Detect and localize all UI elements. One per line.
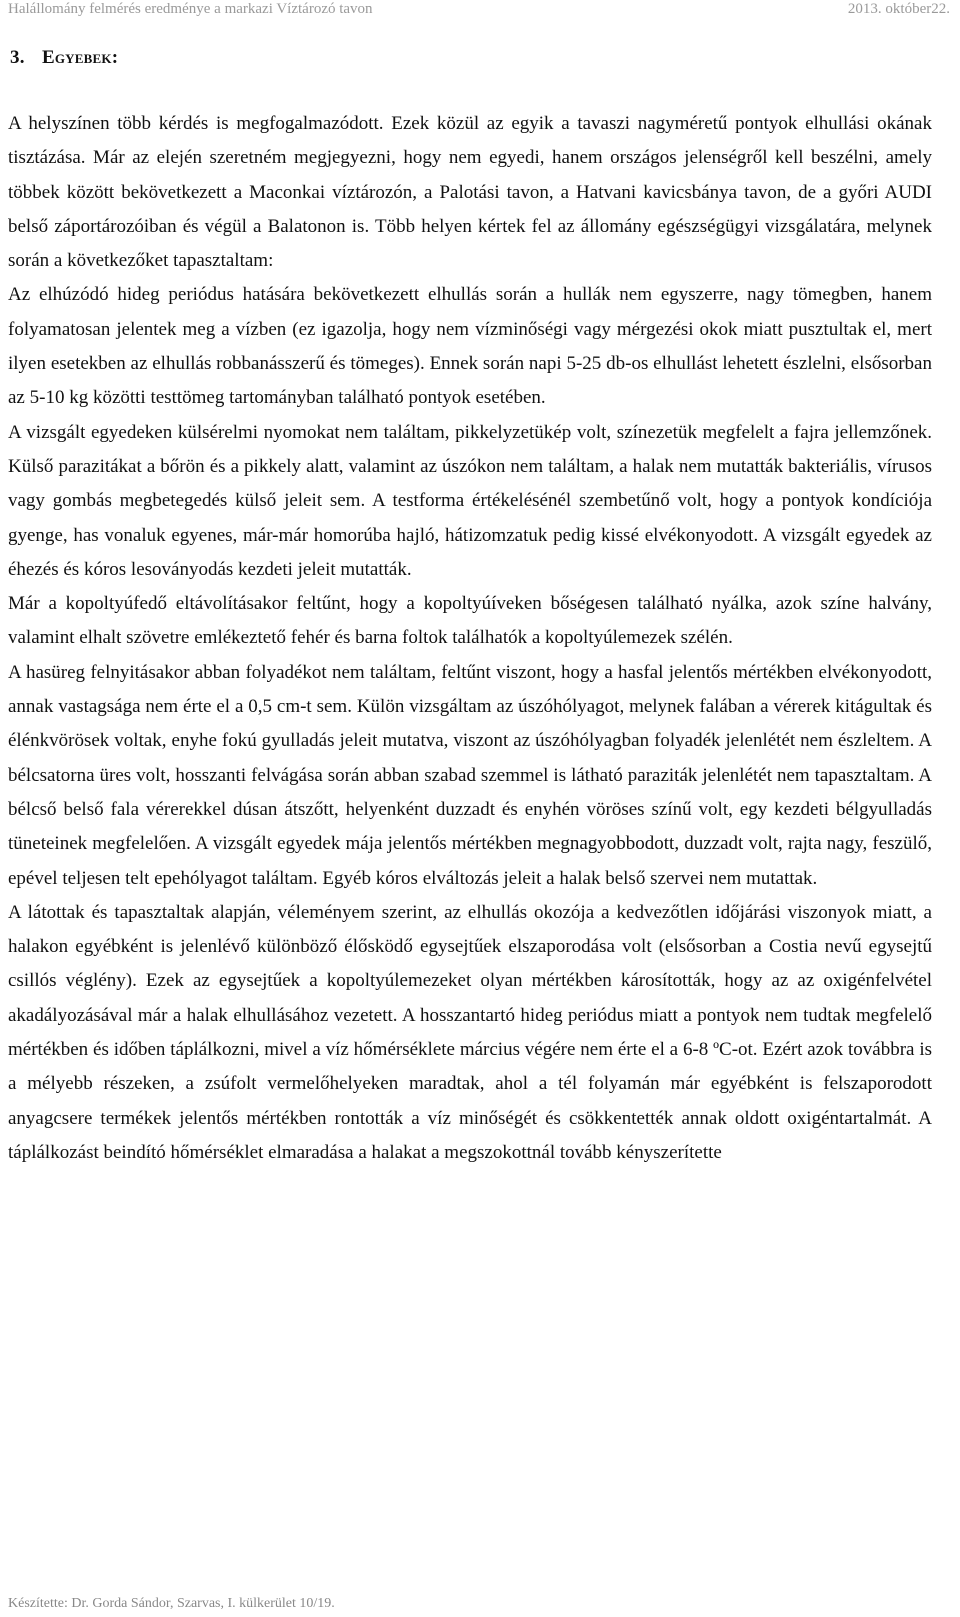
- paragraph: Az elhúzódó hideg periódus hatására bekövetkezett elhullás során a hullák nem egyszerre, nagy tömegben, hanem folyamatosan jelentek meg a vízben (ez igazolja, hogy nem vízminőségi vagy mérgezési okok miatt pusztultak el, mert ilyen esetekben az elhullás robbanásszerű és tömeges). Ennek során napi 5-25 db-os elhullást lehetett észlelni, elsősorban az 5-10 kg közötti testtömeg tartományban található pontyok esetében.: [8, 284, 932, 409]
- paragraph: A látottak és tapasztaltak alapján, véleményem szerint, az elhullás okozója a kedvezőtlen időjárási viszonyok miatt, a halakon egyébként is jelenlévő különböző élősködő egysejtűek elszaporodása volt (elsősorban a Costia nevű egysejtű csillós véglény). Ezek az egysejtűek a kopoltyúlemezeket olyan mértékben károsították, hogy az az oxigénfelvétel akadályozásával már a halak elhullásához vezetett. A hosszantartó hideg periódus miatt a pontyok nem tudtak megfelelő mértékben és időben táplálkozni, mivel a víz hőmérséklete március végére nem érte el a 6-8 ºC-ot. Ezért azok továbbra is a mélyebb részeken, a zsúfolt vermelőhelyeken maradtak, ahol a tél folyamán már egyébként is felszaporodott anyagcsere termékek jelentős mértékben rontották a víz minőségét és csökkentették annak oldott oxigéntartalmát. A táplálkozást beindító hőmérséklet elmaradása a halakat a megszokottnál tovább kényszerítette: [8, 901, 932, 1163]
- section-title: Egyebek:: [42, 47, 119, 68]
- document-body: [8, 107, 932, 1170]
- header-title: Halállomány felmérés eredménye a markazi Víztározó tavon: [8, 1, 373, 17]
- section-heading: [10, 47, 119, 69]
- paragraph: A hasüreg felnyitásakor abban folyadékot nem találtam, feltűnt viszont, hogy a hasfal jelentős mértékben elvékonyodott, annak vastagsága nem érte el a 0,5 cm-t sem. Külön vizsgáltam az úszóhólyagot, melynek falában a vérerek kitágultak és élénkvörösek voltak, enyhe fokú gyulladás jeleit mutatva, viszont az úszóhólyagban folyadék jelenlétét nem észleltem. A bélcsatorna üres volt, hosszanti felvágása során abban szabad szemmel is látható paraziták jelenlétét nem tapasztaltam. A bélcső belső fala vérerekkel dúsan átszőtt, helyenként duzzadt és enyhén vöröses színű volt, egy kezdeti bélgyulladás tüneteinek megfelelően. A vizsgált egyedek mája jelentős mértékben megnagyobbodott, duzzadt volt, rajta nagy, feszülő, epével teljesen telt epehólyagot találtam. Egyéb kóros elváltozás jeleit a halak belső szervei nem mutattak.: [8, 661, 932, 889]
- page-header: [8, 0, 950, 22]
- section-number: 3.: [10, 47, 25, 68]
- header-date: 2013. október22.: [847, 1, 950, 17]
- paragraph: Már a kopoltyúfedő eltávolításakor feltűnt, hogy a kopoltyúíveken bőségesen található nyálka, azok színe halvány, valamint elhalt szövetre emlékeztető fehér és barna foltok találhatók a kopoltyúlemezek szélén.: [8, 593, 932, 649]
- paragraph: A vizsgált egyedeken külsérelmi nyomokat nem találtam, pikkelyzetükép volt, színezetük megfelelt a fajra jellemzőnek. Külső parazitákat a bőrön és a pikkely alatt, valamint az úszókon nem találtam, a halak nem mutatták bakteriális, vírusos vagy gombás megbetegedés külső jeleit sem. A testforma értékelésénél szembetűnő volt, hogy a pontyok kondíciója gyenge, has vonaluk egyenes, már-már homorúba hajló, hátizomzatuk pedig kissé elvékonyodott. A vizsgált egyedek az éhezés és kóros lesoványodás kezdeti jeleit mutatták.: [8, 421, 932, 580]
- paragraph: A helyszínen több kérdés is megfogalmazódott. Ezek közül az egyik a tavaszi nagyméretű pontyok elhullási okának tisztázása. Már az elején szeretném megjegyezni, hogy nem egyedi, hanem országos jelenségről kell beszélni, amely többek között bekövetkezett a Maconkai víztározón, a Palotási tavon, a Hatvani kavicsbánya tavon, de a győri AUDI belső záportározóiban és végül a Balatonon is. Több helyen kértek fel az állomány egészségügyi vizsgálatára, melynek során a következőket tapasztaltam:: [8, 113, 932, 272]
- page-footer: Készítette: Dr. Gorda Sándor, Szarvas, I. külkerület 10/19.: [8, 1596, 335, 1611]
